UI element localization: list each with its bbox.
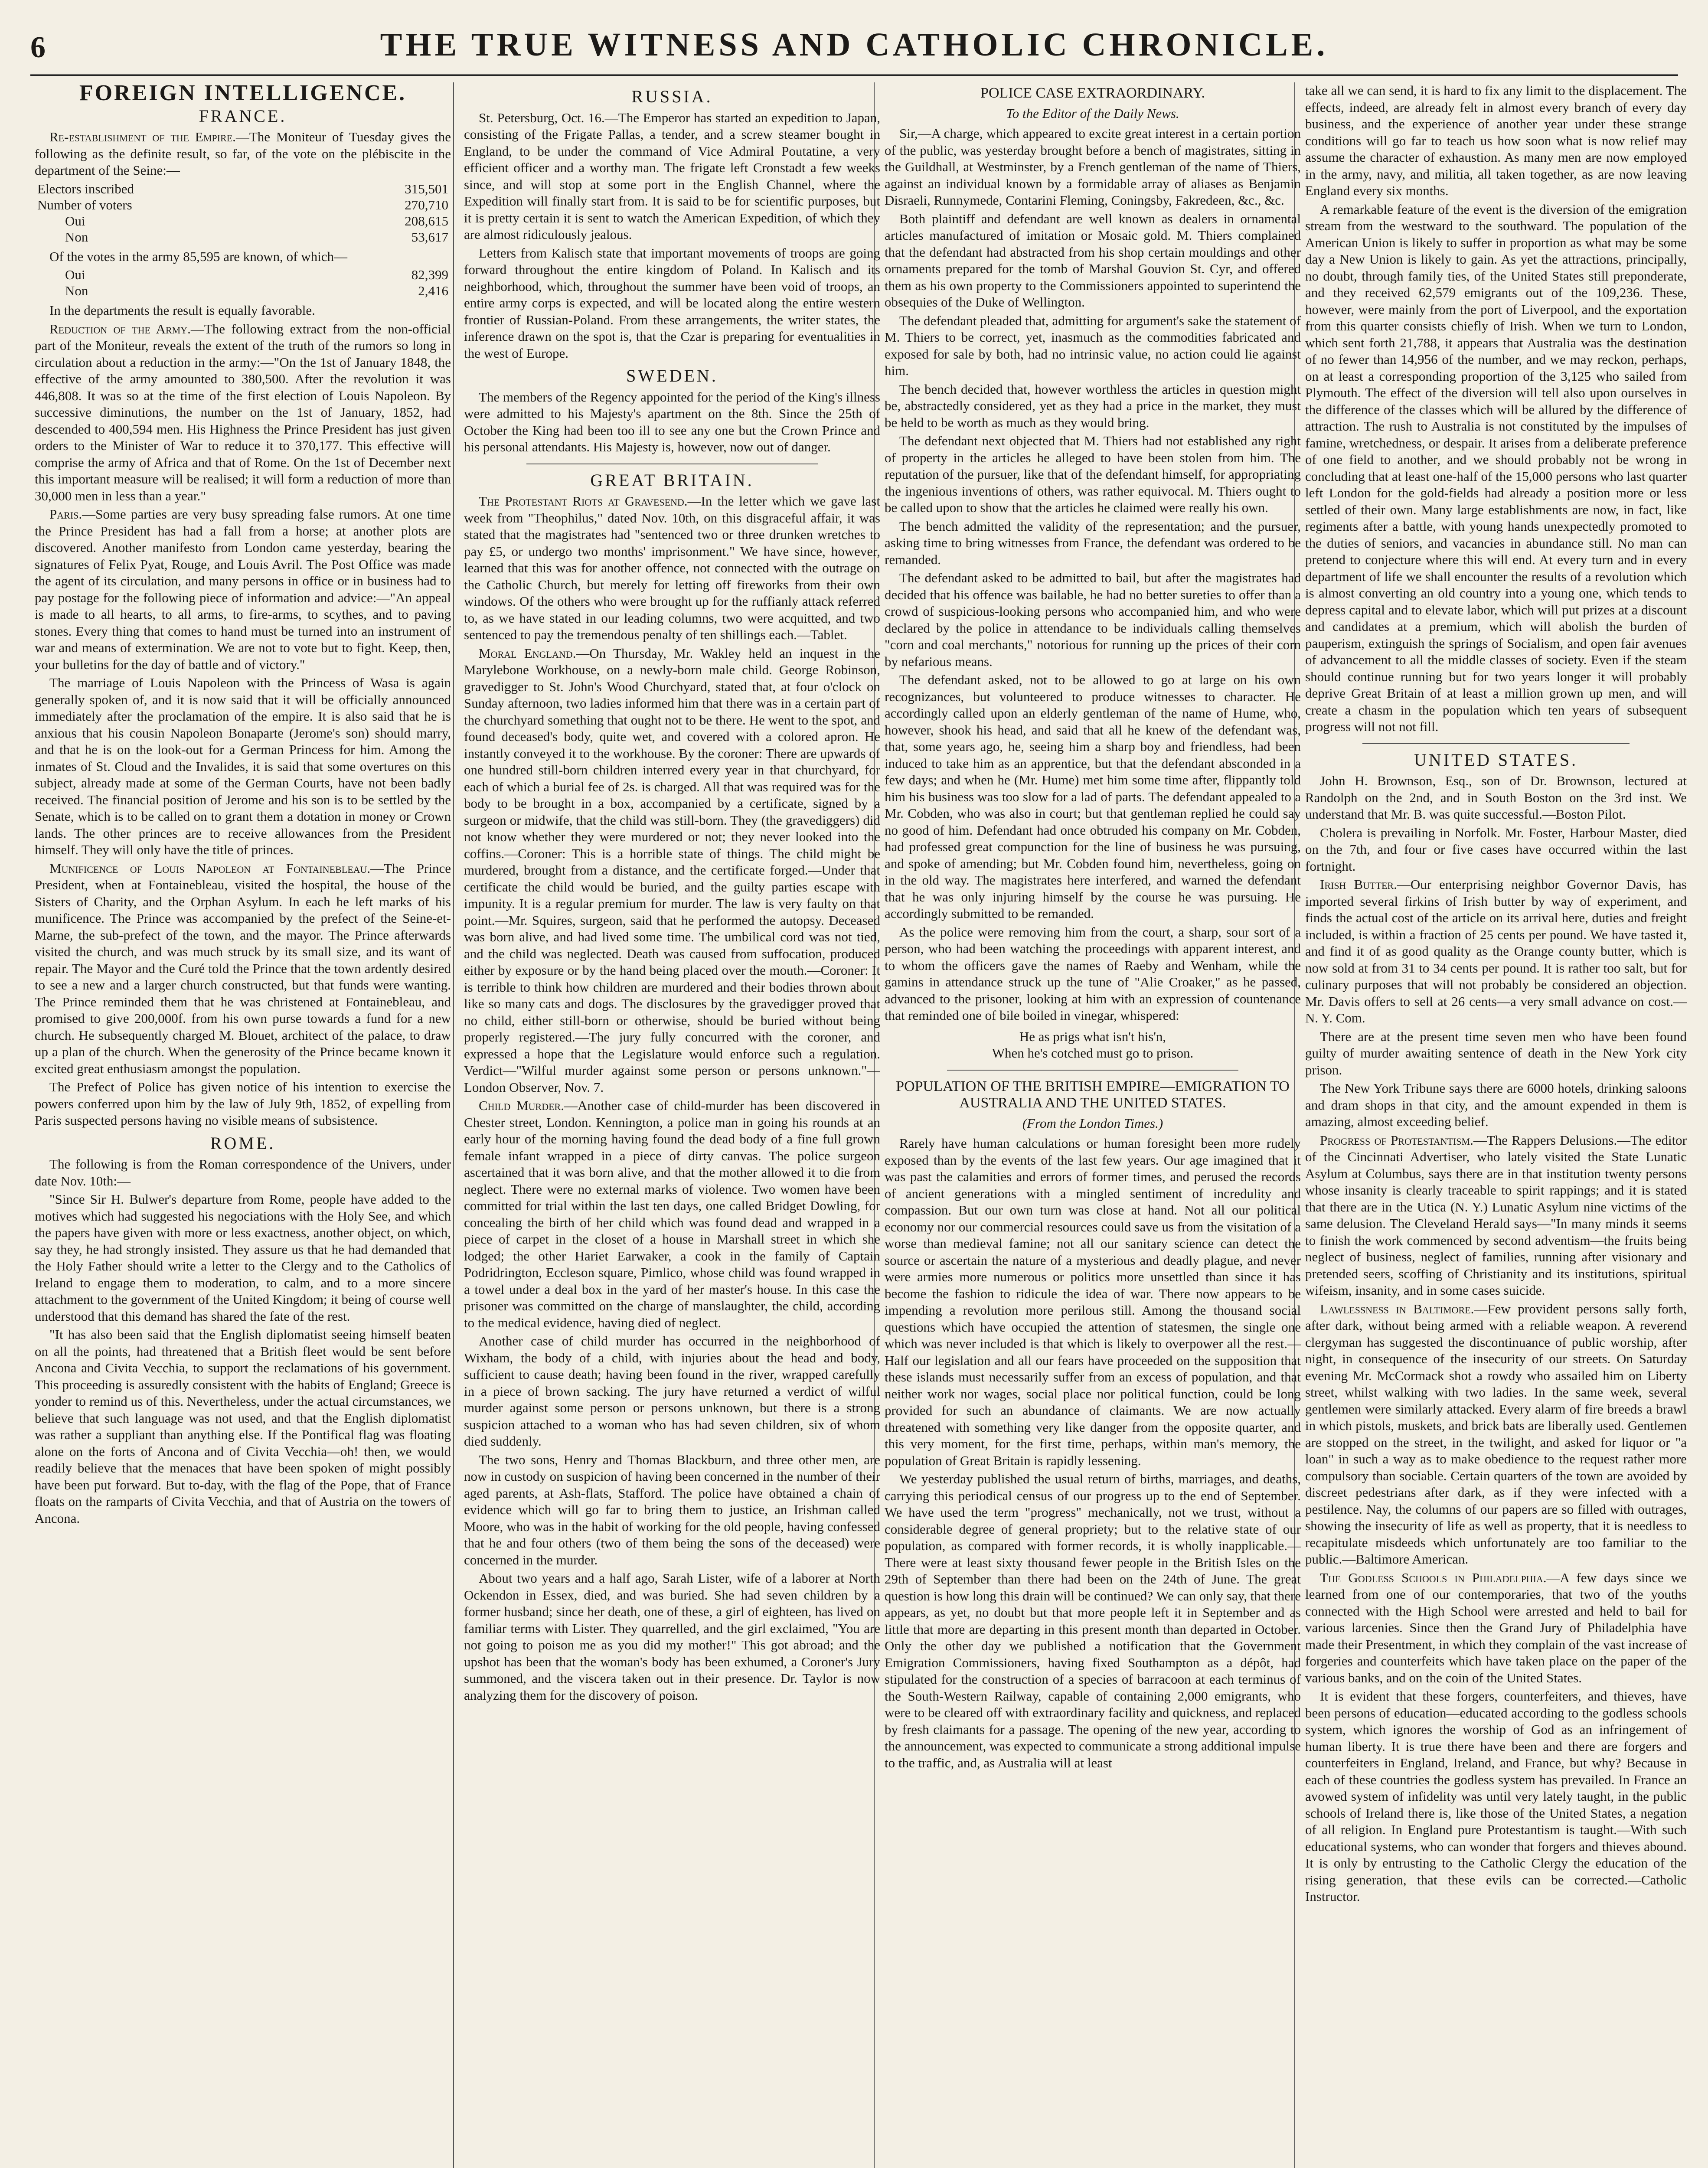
article-paragraph: It is evident that these forgers, counterfeiters, and thieves, have been persons of education—educated according to the godless schools system, which ignores the worship of God as an infringement of human liberty. It is true there have been and there are forgers and counterfeiters in England, Ireland, and France, but why? Because in each of these countries the godless system has prevailed. In France an avowed system of infidelity was until very lately taught, in the public schools of Ireland there is, like those of the United States, a negation of all religion. In England pure Protestantism is taught.—With such educational systems, who can wonder that forgers and thieves abound. It is only by entrusting to the Catholic Clergy the education of the rising generation, that these evils can be corrected.—Catholic Instructor. (1305, 1688, 1687, 1904)
article-paragraph: Cholera is prevailing in Norfolk. Mr. Foster, Harbour Master, died on the 7th, and four or five cases have occurred within the last fortnight. (1305, 825, 1687, 874)
masthead (30, 13, 1678, 69)
article-paragraph: We yesterday published the usual return of births, marriages, and deaths, carrying this periodical census of our progress up to the end of September. We have used the term "progress" mechanically, not we trust, without a considerable degree of general propriety; but to the relative state of our population, as compared with former records, it is wholly inapplicable.—There were at least sixty thousand fewer people in the British Isles on the 29th of September than there had been on the 24th of June. The great question is how long this drain will be continued? We can only say, that there appears, as yet, no doubt but that more people left it in September and as little that more are departing in this present month than departed in October. Only the other day we published a notification that the Government Emigration Commissioners, having fixed Southampton as a dépôt, had stipulated for the construction of a species of barracoon at each terminus of the South-Western Railway, capable of containing 2,000 emigrants, who were to be cleared off with extraordinary facility and quickness, and replaced by fresh claimants for a passage. The opening of the new year, according to the announcement, was expected to communicate a strong additional impulse to the traffic, and, as Australia will at least (885, 1471, 1301, 1770)
heading-sweden: SWEDEN. (626, 366, 718, 385)
column-4 (1305, 82, 1687, 2168)
article-paragraph: About two years and a half ago, Sarah Lister, wife of a laborer at North Ockendon in Essex, died, and was buried. She had seven children by a former husband; since her death, one of these, a girl of eighteen, has lived on familiar terms with Lister. They quarrelled, and the girl exclaimed, "You are not going to poison me as you did my mother!" This got abroad; and the upshot has been that the woman's body has been exhumed, a Coroner's Jury summoned, and the viscera taken out in their presence. Dr. Taylor is now analyzing them for the discovery of poison. (464, 1570, 880, 1703)
newspaper-title: THE TRUE WITNESS AND CATHOLIC CHRONICLE. (380, 26, 1329, 63)
masthead-rule (30, 74, 1678, 76)
vote-table-seine (35, 181, 451, 245)
article-paragraph: The bench decided that, however worthless the articles in question might be, abstractedly considered, yet as they had a price in the market, they must be held to be worth as much as they would bring. (885, 381, 1301, 430)
article-paragraph: In the departments the result is equally favorable. (49, 303, 315, 318)
verse-line: When he's cotched must go to prison. (992, 1045, 1194, 1061)
heading-russia: RUSSIA. (631, 87, 713, 106)
article-paragraph: Rarely have human calculations or human foresight been more rudely exposed than by the events of the last few years. Our age imagined that it was past the calamities and errors of former times, and perused the records of ancient generations with a mingled sentiment of incredulity and compassion. But our own turn was close at hand. Not all our political economy nor our commercial resources could save us from the visitation of a worse than medieval famine; not all our sanitary science can detect the source or ascertain the nature of a mysterious and deadly plague, and never were armies more numerous or politics more unsettled than since it has become the fashion to ridicule the idea of war. There now appears to be impending a revolution more perilous still. Among the thousand social questions which have occupied the attention of statesmen, the single one which was never included is that which is likely to overpower all the rest.—Half our legislation and all our fears have proceeded on the supposition that these islands must necessarily suffer from an excess of population, and that neither work nor wages, social place nor political function, could be long provided for such an abundance of claimants. We are now actually threatened with something very like danger from the opposite quarter, and this very moment, for the first time, perhaps, within man's memory, the population of Great Britain is rapidly lessening. (885, 1136, 1301, 1468)
article-paragraph: There are at the present time seven men who have been found guilty of murder awaiting sentence of death in the New York city prison. (1305, 1028, 1687, 1077)
article-paragraph: The Godless Schools in Philadelphia.—A few days since we learned from one of our contemporaries, that two of the youths connected with the High School were arrested and held to bail for various larcenies. Since then the Grand Jury of Philadelphia have made their Presentment, in which they complain of the vast increase of forgeries and counterfeits which have taken place on the paper of the various banks, and on the coin of the United States. (1305, 1570, 1687, 1685)
article-paragraph: Progress of Protestantism.—The Rappers Delusions.—The editor of the Cincinnati Advertiser, who lately visited the State Lunatic Asylum at Columbus, says there are in that institution twenty persons whose insanity is clearly traceable to spirit rappings; and it is stated that there are in the Utica (N. Y.) Lunatic Asylum nine victims of the same delusion. The Cleveland Herald says—"In many minds it seems to finish the work commenced by second adventism—the fruits being neglect of business, neglect of families, running after visionary and pretended seers, scoffing of Christianity and its institutions, spiritual wifeism, insanity, and in some cases suicide. (1305, 1132, 1687, 1298)
heading-france: FRANCE. (199, 106, 287, 126)
table-row: Number of voters 270,710 (37, 197, 448, 212)
article-paragraph: The members of the Regency appointed for the period of the King's illness were admitted to his Majesty's apartment on the 8th. Since the 25th of October the King had been too ill to see any one but the Crown Prince and his personal attendants. His Majesty is, however, now out of danger. (464, 389, 880, 454)
column-3 (885, 82, 1301, 2168)
article-paragraph: A remarkable feature of the event is the diversion of the emigration stream from the westward to the southward. The population of the American Union is likely to suffer in proportion as what may be some day a New Union is likely to gain. As yet the attractions, principally, no doubt, through family ties, of the United States still preponderate, and they received 62,579 emigrants out of the 109,236. These, however, were mainly from the port of Liverpool, and the exportation from this quarter consists chiefly of Irish. When we turn to London, which sent forth 21,788, it appears that Australia was the destination of no fewer than 14,956 of the number, and we may reckon, perhaps, on at least a corresponding proportion of the 3,125 who sailed from Plymouth. The effect of the diversion will tell also upon ourselves in the difference of the classes which will be allured by the difference of attraction. The rush to Australia is not constituted by the impulses of famine, wretchedness, or despair. It arises from a deliberate preference of one field to another, and we should probably not be wrong in concluding that at least one-half of the 15,000 persons who last quarter left London for the gold-fields had already a position more or less settled of their own. Many large establishments are now, in fact, like regiments after a battle, with young hands unexpectedly promoted to the duties of seniors, and vacancies in abundance still. No man can pretend to conjecture where this will end. At every turn and in every department of life we shall encounter the results of a revolution which is almost converting an old country into a young one, which tends to depress capital and to elevate labor, which will put prizes at a discount and candidates at a premium, which will abolish the burden of pauperism, extinguish the springs of Socialism, and open fair avenues of advancement to all the middle classes of society. Even if the steam should continue running but for two years longer it will probably deprive Great Britain of at least a million grown up men, and will create a chasm in the population which ten years of subsequent progress will not not fill. (1305, 201, 1687, 734)
article-paragraph: The defendant asked, not to be allowed to go at large on his own recognizances, but volunteered to produce witnesses to character. He accordingly called upon an elderly gentleman of the name of Hume, who, however, shook his head, and said that all he knew of the defendant was, that, some years ago, he, seeing him a sharp boy and friendless, had been induced to take him as an apprentice, but that the defendant absconded in a few days; and when he (Mr. Hume) met him some time after, flippantly told him his business was too slow for a lad of parts. The defendant appealed to a Mr. Cobden, who was also in court; but that gentleman replied he could say no good of him. Defendant had once obtruded his company on Mr. Cobden, had professed great compunction for the line of business he was pursuing, and spoke of amending; but Mr. Cobden found him, nevertheless, going on in the old way. The magistrates here interfered, and warned the defendant that he was only injuring himself by the course he was pursuing. He accordingly submitted to be remanded. (885, 672, 1301, 921)
section-divider (1362, 743, 1630, 744)
verse (885, 1028, 1301, 1062)
article-paragraph: Moral England.—On Thursday, Mr. Wakley held an inquest in the Marylebone Workhouse, on a newly-born male child. George Robinson, gravedigger to St. John's Wood Churchyard, stated that, at four o'clock on Sunday afternoon, two ladies informed him that there was in a certain part of the churchyard something that ought not to be there. He went to the spot, and found deceased's body, quite wet, and covered with a colored apron. He instantly conveyed it to the workhouse. By the coroner: There are upwards of one hundred still-born children interred every year in that churchyard, for each of which a burial fee of 2s. is charged. All that was required was for the body to be brought in a box, accompanied by a certificate, signed by a surgeon or midwife, that the child was still-born. They (the gravediggers) did not know whether they were murdered or not; they never looked into the coffins.—Coroner: This is a horrible state of things. The child might be murdered, brought from a distance, and the certificate forged.—Under that certificate the child would be buried, and the guilty parties escape with impunity. It is a regular premium for murder. The law is very faulty on that point.—Mr. Squires, surgeon, said that he performed the autopsy. Deceased was born alive, and had lived some time. The umbilical cord was not tied, and the child was neglected. Death was caused from suffocation, produced either by exposure or by the hand being placed over the mouth.—Coroner: It is terrible to think how children are murdered and their bodies thrown about like so many cats and dogs. The disclosures by the gravedigger proved that no child, either still-born or otherwise, should be buried without being properly registered.—The jury fully concurred with the coroner, and expressed a hope that the Legislature would enforce such a regulation. Verdict—"Wilful murder against some person or persons unknown."—London Observer, Nov. 7. (464, 645, 880, 1095)
heading-rome: ROME. (210, 1133, 276, 1153)
column-divider (453, 82, 454, 2168)
article-paragraph: The bench admitted the validity of the representation; and the pursuer, asking time to bring witnesses from France, the defendant was ordered to be remanded. (885, 518, 1301, 567)
article-paragraph: The defendant pleaded that, admitting for argument's sake the statement of M. Thiers to be correct, yet, inasmuch as the commodities fabricated and exposed for sale by both, had no intrinsic value, no action could lie against him. (885, 313, 1301, 378)
heading-police-case: POLICE CASE EXTRAORDINARY. (980, 85, 1205, 101)
article-paragraph: take all we can send, it is hard to fix any limit to the displacement. The effects, indeed, are already felt in almost every branch of every day business, and the experience of another year under these strange conditions will go far to teach us how soon what is now relief may assume the character of exhaustion. As many men are now employed in the army, navy, and militia, all taken together, as are now leaving England every six months. (1305, 83, 1687, 198)
column-2 (464, 82, 880, 2168)
article-paragraph: The following is from the Roman correspondence of the Univers, under date Nov. 10th:— (35, 1156, 451, 1188)
column-1 (35, 82, 451, 2168)
article-paragraph: Sir,—A charge, which appeared to excite great interest in a certain portion of the public, was yesterday brought before a bench of magistrates, sitting in the Guildhall, at Westminster, by a French gentleman of the name of Thiers, against an individual known by a formidable array of aliases as Benjamin Disraeli, Runnymede, Contarini Fleming, Coningsby, Fakredeen, &c., &c. (885, 126, 1301, 208)
article-paragraph: Re-establishment of the Empire.—The Moniteur of Tuesday gives the following as the definite result, so far, of the vote on the plébiscite in the department of the Seine:— (35, 129, 451, 178)
article-paragraph: "Since Sir H. Bulwer's departure from Rome, people have added to the motives which had suggested his negociations with the Holy See, and which the papers have given with more or less exactness, another object, on which, say they, he had strongly insisted. They assure us that he had demanded that the Holy Father should write a letter to the Clergy and to the Catholics of Ireland to engage them to moderation, to calm, and to a more sincere attachment to the government of the United Kingdom; it being of course well understood that this demand has shared the fate of the rest. (35, 1192, 451, 1324)
article-paragraph: Reduction of the Army.—The following extract from the non-official part of the Moniteur, reveals the extent of the truth of the rumors so long in circulation about a reduction in the army:—"On the 1st of January 1848, the effective of the army amounted to 380,500. After the revolution it was 446,808. It was so at the time of the first election of Louis Napoleon. By successive diminutions, the number on the 1st of January, 1852, had descended to 400,594 men. His Highness the Prince President has just given orders to the Minister of War to reduce it to 370,177. This effective will comprise the army of Africa and that of Rome. On the 1st of December next this important measure will be realised; it will form a reduction of more than 30,000 men in less than a year." (35, 321, 451, 503)
article-paragraph: Irish Butter.—Our enterprising neighbor Governor Davis, has imported several firkins of Irish butter by way of experiment, and finds the actual cost of the article on its arrival here, duties and freight included, is within a fraction of 25 cents per pound. We have tasted it, and find it of as good quality as the Orange county butter, which is now sold at from 31 to 34 cents per pound. It is rather too salt, but for culinary purposes that will not probably be considered an objection. Mr. Davis offers to sell at 26 cents—a very small advance on cost.—N. Y. Com. (1305, 877, 1687, 1025)
article-paragraph: Another case of child murder has occurred in the neighborhood of Wixham, the body of a child, with injuries about the head and body, sufficient to cause death; having been found in the river, wrapped carefully in a piece of brown sacking. The jury have returned a verdict of wilful murder against some person or persons unknown, but there is a strong suspicion attached to a woman who has had seven children, six of whom died suddenly. (464, 1333, 880, 1449)
article-paragraph: The Prefect of Police has given notice of his intention to exercise the powers conferred upon him by the law of July 9th, 1852, of expelling from Paris suspected persons having no visible means of subsistence. (35, 1079, 451, 1128)
article-paragraph: As the police were removing him from the court, a sharp, sour sort of a person, who had been watching the proceedings with apparent interest, and to whom the officers gave the names of Raeby and Wenham, while the gamins in attendance struck up the tune of "Alie Croaker," as he passed, advanced to the prisoner, looking at him with an expression of countenance that reminded one of bile boiled in vinegar, whispered: (885, 924, 1301, 1023)
section-heading-foreign: FOREIGN INTELLIGENCE. (79, 82, 407, 105)
article-paragraph: Letters from Kalisch state that important movements of troops are going forward throughout the entire kingdom of Poland. In Kalisch and its neighborhood, which, throughout the summer have been void of troops, an entire army corps is expected, and will be located along the entire western frontier of Russian-Poland. From these arrangements, the writer states, the inference drawn on the spot is, that the Czar is preparing for eventualities in the west of Europe. (464, 245, 880, 361)
article-paragraph: Lawlessness in Baltimore.—Few provident persons sally forth, after dark, without being armed with a reliable weapon. A reverend clergyman has suggested the discontinuance of public worship, after night, in consequence of the insecurity of our streets. On Saturday evening Mr. McCormack shot a rowdy who assailed him on Liberty street, whilst walking with two ladies. In the same week, several gentlemen were similarly attacked. Every alarm of fire breeds a brawl in which pistols, muskets, and brick bats are liberally used. Gentlemen are stopped on the street, in the twilight, and asked for liquor or "a loan" in such a way as to make obedience to the request rather more compulsory than sociable. Certain quarters of the town are avoided by discreet pedestrians after dark, as if they were infected with a pestilence. Nay, the columns of our papers are so filled with outrages, showing the insecurity of life as well as property, that it is needless to recapitulate misdeeds which unfortunately are too familiar to the public.—Baltimore American. (1305, 1301, 1687, 1567)
article-paragraph: The marriage of Louis Napoleon with the Princess of Wasa is again generally spoken of, and it is now said that it will be officially announced immediately after the proclamation of the empire. It is also said that he is anxious that his cousin Napoleon Bonaparte (Jerome's son) should marry, and that he is on the look-out for a German Princess for him. Among the inmates of St. Cloud and the Invalides, it is said that some overtures on this subject, already made at some of the German Courts, have not been badly received. The financial position of Jerome and his son is to be settled by the Senate, which is to be called on to grant them a dotation in money or Crown lands. The other princes are to receive allowances from the President himself. They will only have the title of princes. (35, 675, 451, 857)
article-paragraph: Paris.—Some parties are very busy spreading false rumors. At one time the Prince President has had a fall from a horse; at another plots are discovered. Another manifesto from London came yesterday, bearing the signatures of Felix Pyat, Rouge, and Louis Avril. The Post Office was made the agent of its circulation, and many persons in office or in business had to pay postage for the following piece of information and advice:—"An appeal is made to all hearts, to all arms, to fire-arms, to scythes, and to paving stones. Every thing that comes to hand must be turned into an instrument of war and means of extermination. We are not to vote but to fight. Keep, then, your bulletins for the day of battle and of victory." (35, 506, 451, 672)
subheading-police-case: To the Editor of the Daily News. (1006, 105, 1179, 121)
article-paragraph: John H. Brownson, Esq., son of Dr. Brownson, lectured at Randolph on the 2nd, and in South Boston on the 3rd inst. We understand that Mr. B. was quite successful.—Boston Pilot. (1305, 773, 1687, 822)
page-number: 6 (30, 31, 46, 64)
vote-table-army (35, 267, 451, 299)
article-paragraph: Of the votes in the army 85,595 are known, of which— (49, 248, 348, 264)
heading-emigration: POPULATION OF THE BRITISH EMPIRE—EMIGRATION TO AUSTRALIA AND THE UNITED STATES. (896, 1078, 1290, 1111)
section-divider (947, 1070, 1238, 1071)
article-paragraph: The New York Tribune says there are 6000 hotels, drinking saloons and dram shops in that city, and the amount expended in them is amazing, almost exceeding belief. (1305, 1081, 1687, 1129)
article-paragraph: Both plaintiff and defendant are well known as dealers in ornamental articles manufactured of imitation or Mosaic gold. M. Thiers complained that the defendant had abstracted from his shop certain mouldings and other ornaments prepared for the tomb of Marshal Gouvion St. Cyr, and offered them as his own property to the Commissioners appointed to superintend the obsequies of the Duke of Wellington. (885, 211, 1301, 310)
subheading-emigration: (From the London Times.) (1022, 1115, 1163, 1131)
heading-united-states: UNITED STATES. (1414, 750, 1578, 770)
article-paragraph: St. Petersburg, Oct. 16.—The Emperor has started an expedition to Japan, consisting of the Frigate Pallas, a tender, and a screw steamer bought in England, to be under the command of Vice Admiral Poutatine, a very efficient officer and a worthy man. The frigate left Cronstadt a few weeks since, and will stop at some port in the English Channel, where the Expedition will finally start from. It is said to be for scientific purposes, but it is pretty certain it is sent to watch the American Expedition, of which they are almost ridiculously jealous. (464, 110, 880, 242)
table-row: Oui 82,399 (65, 267, 448, 282)
article-paragraph: "It has also been said that the English diplomatist seeing himself beaten on all the points, had threatened that a British fleet would be sent before Ancona and Civita Vecchia, to support the reclamations of his government. This proceeding is assuredly consistent with the habits of England; Greece is yonder to remind us of this. Nevertheless, under the actual circumstances, we believe that such language was not used, and that the English diplomatist was rather a suppliant than anything else. If the Pontifical flag was floating alone on the forts of Ancona and of Civita Vecchia—oh! then, we would readily believe that the menaces that have been spoken of might possibly have been put forward. But to-day, with the flag of the Pope, that of France floats on the ramparts of Civita Vecchia, and that of Austria on the towers of Ancona. (35, 1327, 451, 1526)
heading-great-britain: GREAT BRITAIN. (590, 470, 754, 490)
article-paragraph: Child Murder.—Another case of child-murder has been discovered in Chester street, London. Kennington, a police man in going his rounds at an early hour of the morning having found the dead body of a fine full grown female infant wrapped in a piece of dirty canvas. The police surgeon ascertained that it was born alive, and that the mother allowed it to die from neglect. There were no external marks of violence. Two women have been committed for trial within the last ten days, one called Bridget Dowling, for concealing the birth of her child which was found dead and wrapped in a piece of carpet in the closet of a house in Marshall street in which she lodged; the other Hariet Earwaker, a cook in the family of Captain Podridrington, Eccleson square, Pimlico, whose child was found wrapped in a towel under a deal box in the yard of her master's house. In this case the prisoner was committed on the charge of manslaughter, the child, according to the medical evidence, having died of neglect. (464, 1098, 880, 1330)
table-row: Oui 208,615 (65, 213, 448, 229)
table-row: Non 53,617 (65, 229, 448, 245)
article-paragraph: The Protestant Riots at Gravesend.—In the letter which we gave last week from "Theophilus," dated Nov. 10th, on this disgraceful affair, it was stated that the magistrates had "sentenced two or three drunken wretches to pay £5, or undergo two months' imprisonment." We have since, however, learned that this was for another offence, not connected with the outrage on the Catholic Church, but merely for letting off fireworks from their own windows. Of the others who were brought up for the ruffianly attack referred to, as we have stated in our leading columns, two were acquitted, and two sentenced to pay the tremendous penalty of ten shillings each.—Tablet. (464, 493, 880, 642)
article-paragraph: The defendant asked to be admitted to bail, but after the magistrates had decided that his offence was bailable, he had no better sureties to offer than a crowd of suspicious-looking persons who accompanied him, and who were declared by the police in attendance to be individuals calling themselves "corn and coal merchants," notorious for running up the prices of their corn by nefarious means. (885, 570, 1301, 669)
article-paragraph: The two sons, Henry and Thomas Blackburn, and three other men, are now in custody on suspicion of having been concerned in the number of their aged parents, at Ash-flats, Stafford. The police have obtained a chain of evidence which will go far to bring them to justice, an Irishman called Moore, who was in the habit of working for the old people, having confessed that he and four others (two of them being the sons of the deceased) were concerned in the murder. (464, 1452, 880, 1567)
table-row: Electors inscribed 315,501 (37, 181, 448, 196)
article-paragraph: Munificence of Louis Napoleon at Fontainebleau.—The Prince President, when at Fontainebleau, visited the hospital, the house of the Sisters of Charity, and the Orphan Asylum. In each he left marks of his munificence. The Prince was accompanied by the prefect of the Seine-et-Marne, the sub-prefect of the town, and the mayor. The Prince afterwards visited the church, and was much struck by its small size, and its want of repair. The Mayor and the Curé told the Prince that the town ardently desired to see a new and a larger church constructed, but that funds were wanting. The Prince reminded them that he was christened at Fontainebleau, and promised to give 200,000f. from his own purse towards a fund for a new church. He subsequently charged M. Blouet, architect of the palace, to draw up a plan of the church. When the generosity of the Prince became known it excited great enthusiasm amongst the population. (35, 860, 451, 1076)
table-row: Non 2,416 (65, 283, 448, 298)
verse-line: He as prigs what isn't his'n, (1019, 1028, 1166, 1044)
article-paragraph: The defendant next objected that M. Thiers had not established any right of property in the articles he alleged to have been stolen from him. The reputation of the pursuer, like that of the defendant himself, for appropriating the ingenious inventions of others, was rather equivocal. M. Thiers ought to be called upon to show that the articles he claimed were really his own. (885, 433, 1301, 515)
